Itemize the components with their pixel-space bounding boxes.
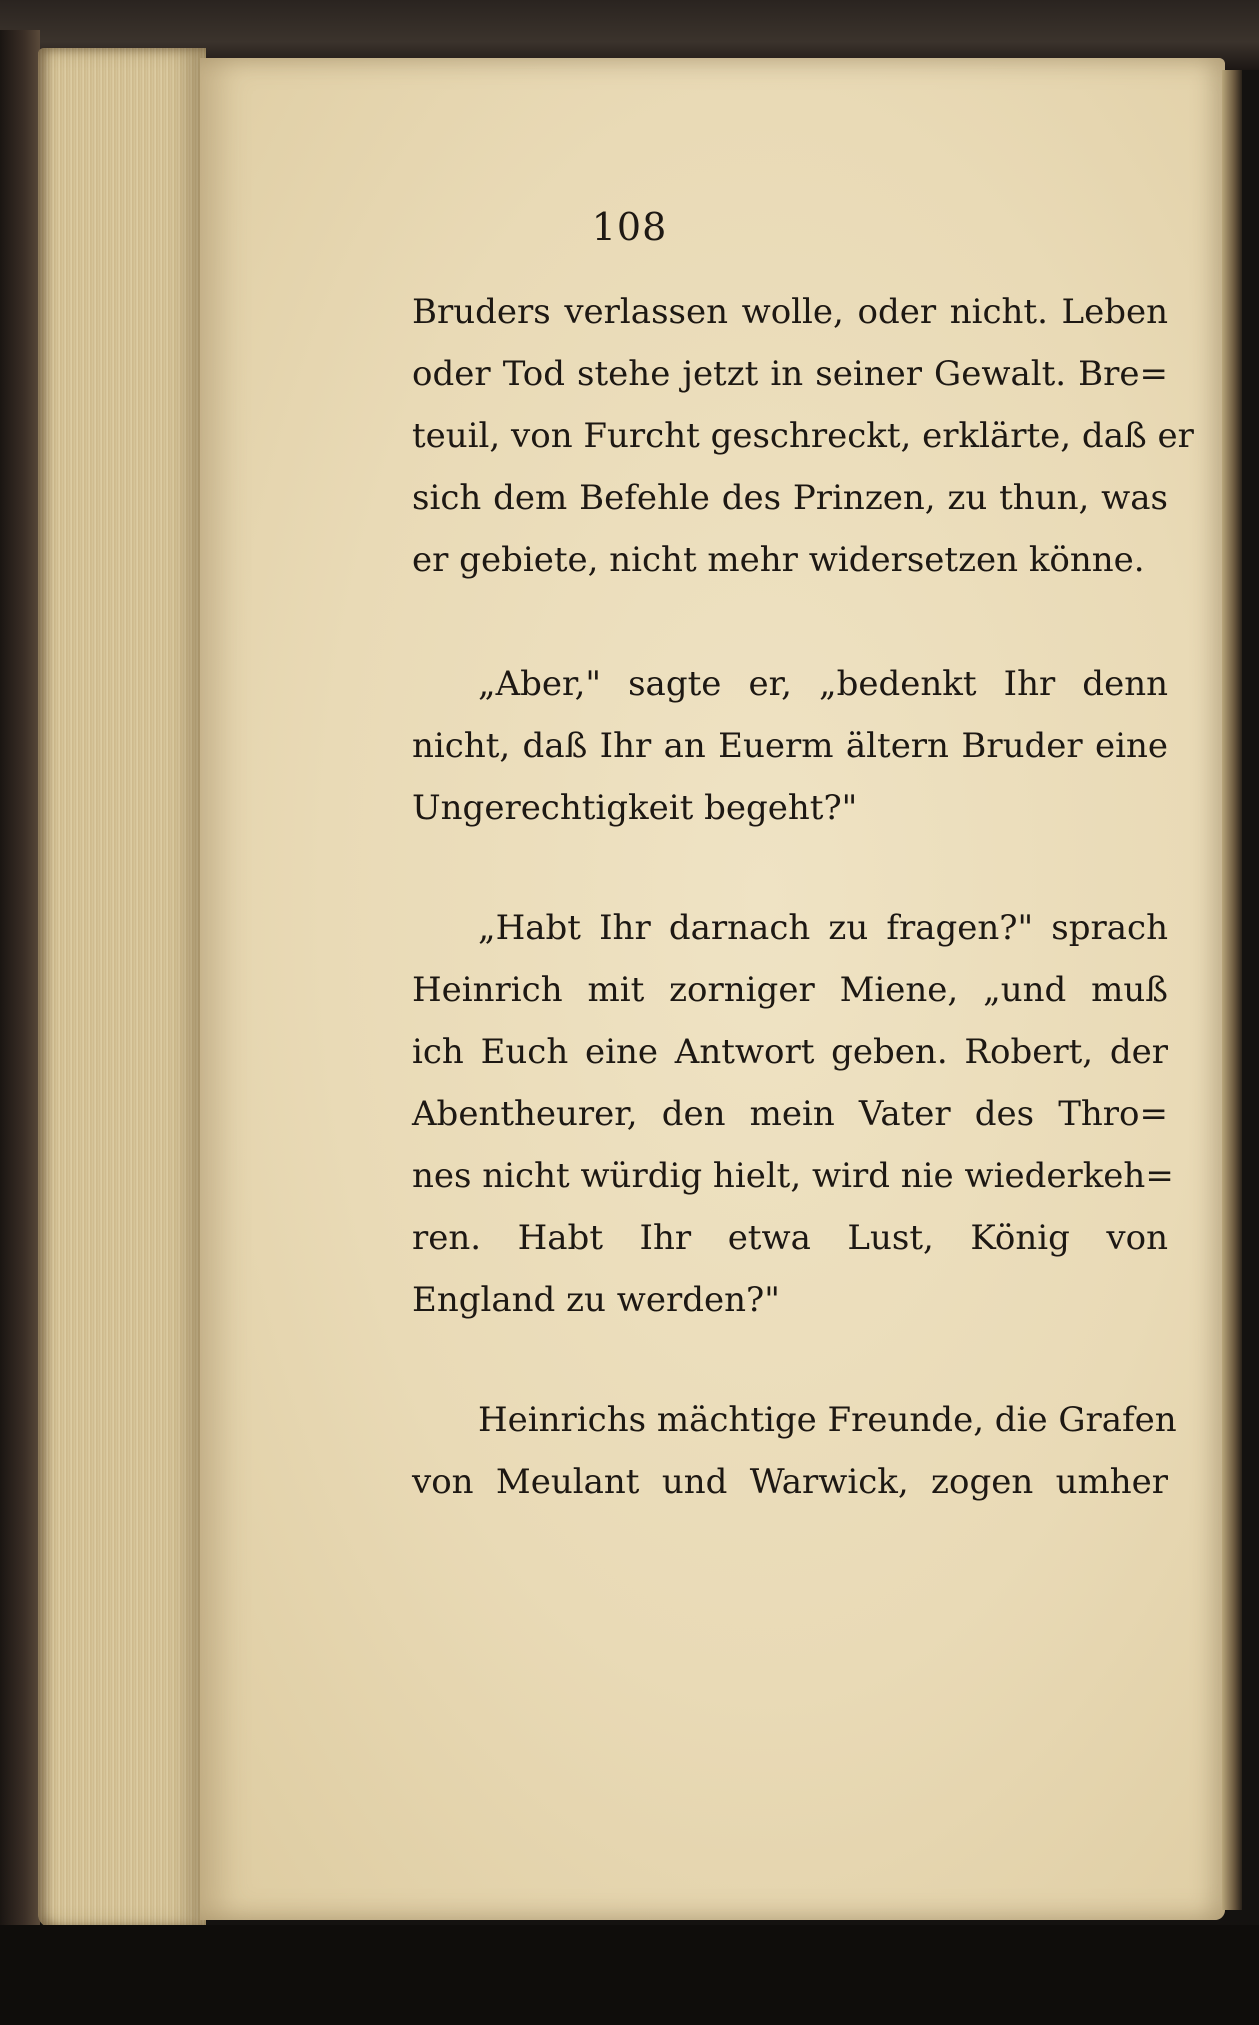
text-line: Heinrichs mächtige Freunde, die Grafen xyxy=(478,1400,1177,1440)
text-line: England zu werden?" xyxy=(412,1280,780,1320)
text-line: „Aber," sagte er, „bedenkt Ihr denn xyxy=(478,664,1168,704)
text-line: er gebiete, nicht mehr widersetzen könne. xyxy=(412,540,1145,580)
text-line: ich Euch eine Antwort geben. Robert, der xyxy=(412,1032,1168,1072)
text-line: nes nicht würdig hielt, wird nie wiederkeh= xyxy=(412,1156,1174,1196)
text-line: „Habt Ihr darnach zu fragen?" sprach xyxy=(478,908,1168,948)
text-line: von Meulant und Warwick, zogen umher xyxy=(412,1462,1168,1502)
book-binding xyxy=(0,30,40,1930)
text-line: Bruders verlassen wolle, oder nicht. Leben xyxy=(412,292,1168,332)
stacked-page-edges xyxy=(38,48,206,1928)
text-line: ren. Habt Ihr etwa Lust, König von xyxy=(412,1218,1168,1258)
text-line: oder Tod stehe jetzt in seiner Gewalt. Bre= xyxy=(412,354,1168,394)
page-right-edge xyxy=(1222,70,1242,1910)
text-line: Ungerechtigkeit begeht?" xyxy=(412,788,858,828)
text-line: sich dem Befehle des Prinzen, zu thun, was xyxy=(412,478,1168,518)
text-line: nicht, daß Ihr an Euerm ältern Bruder eine xyxy=(412,726,1168,766)
text-line: teuil, von Furcht geschreckt, erklärte, daß er xyxy=(412,416,1194,456)
page-number: 108 xyxy=(591,205,668,249)
text-line: Abentheurer, den mein Vater des Thro= xyxy=(412,1094,1168,1134)
text-line: Heinrich mit zorniger Miene, „und muß xyxy=(412,970,1168,1010)
background-bottom xyxy=(0,1925,1259,2025)
